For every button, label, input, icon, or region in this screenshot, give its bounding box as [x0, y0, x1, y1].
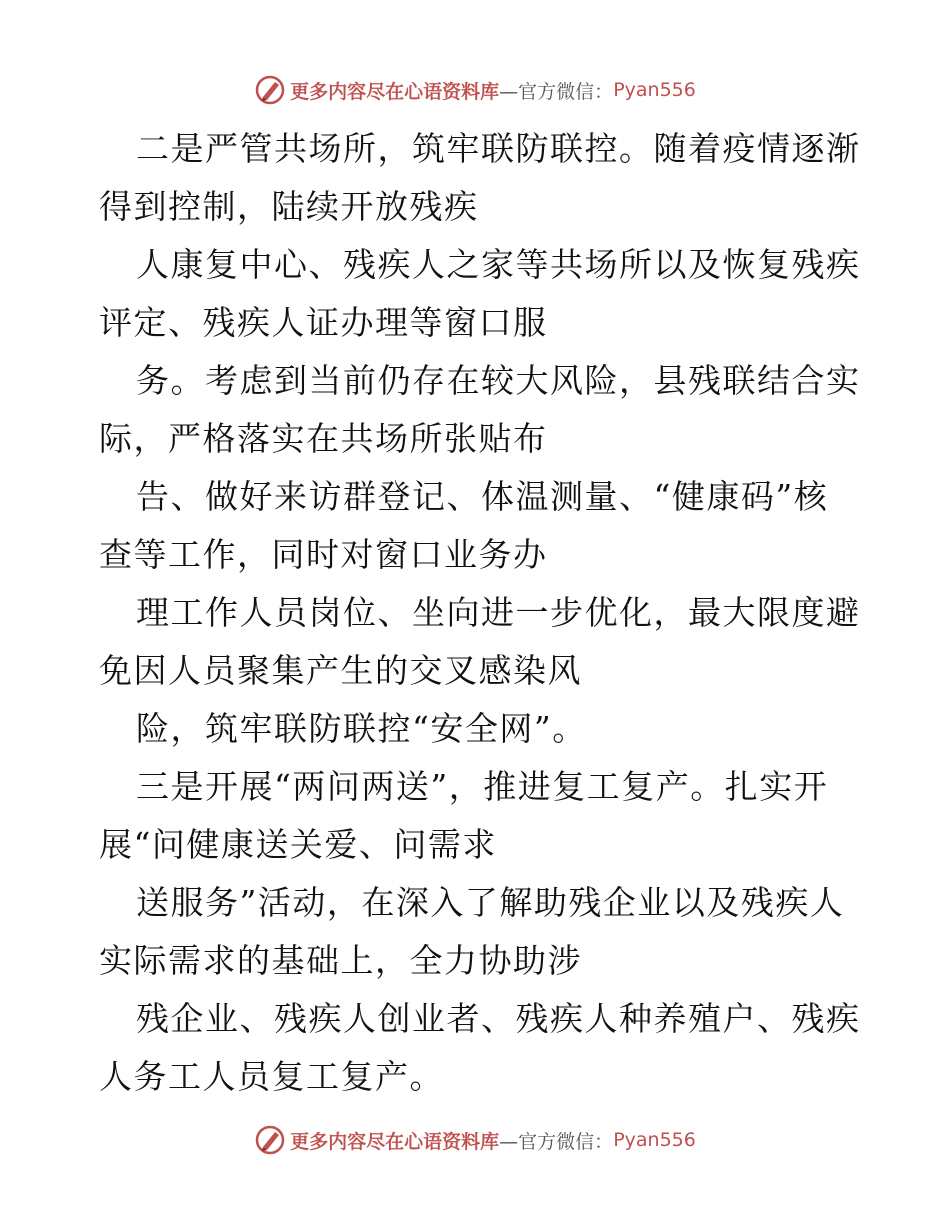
text-line: 人务工人员复工复产。 — [99, 1057, 444, 1096]
text-line: 际，严格落实在共场所张贴布 — [99, 419, 548, 458]
text-line: 残企业、残疾人创业者、残疾人种养殖户、残疾 — [136, 999, 861, 1038]
text-line: 险，筑牢联防联控“安全网”。 — [136, 709, 587, 748]
watermark-separator: —官方微信： — [499, 80, 614, 103]
pen-logo-icon — [254, 1124, 286, 1156]
text-line: 三是开展“两问两送”，推进复工复产。扎实开 — [136, 767, 829, 806]
document-body — [99, 120, 859, 1106]
pen-logo-icon — [254, 74, 286, 106]
text-line: 务。考虑到当前仍存在较大风险，县残联结合实 — [136, 361, 861, 400]
watermark-wechat-id: Pyan556 — [613, 79, 696, 101]
text-line: 免因人员聚集产生的交叉感染风 — [99, 651, 582, 690]
watermark-separator: —官方微信： — [499, 1130, 614, 1153]
text-line: 理工作人员岗位、坐向进一步优化，最大限度避 — [136, 593, 861, 632]
header-watermark — [0, 70, 950, 110]
text-line: 评定、残疾人证办理等窗口服 — [99, 303, 548, 342]
footer-watermark — [0, 1120, 950, 1160]
watermark-wechat-id: Pyan556 — [613, 1129, 696, 1151]
watermark-title: 更多内容尽在心语资料库 — [290, 80, 500, 103]
text-line: 二是严管共场所，筑牢联防联控。随着疫情逐渐 — [136, 129, 861, 168]
text-line: 送服务”活动，在深入了解助残企业以及残疾人 — [136, 883, 845, 922]
watermark-title: 更多内容尽在心语资料库 — [290, 1130, 500, 1153]
text-line: 得到控制，陆续开放残疾 — [99, 187, 479, 226]
text-line: 实际需求的基础上，全力协助涉 — [99, 941, 582, 980]
text-line: 告、做好来访群登记、体温测量、“健康码”核 — [136, 477, 829, 516]
text-line: 查等工作，同时对窗口业务办 — [99, 535, 548, 574]
text-line: 人康复中心、残疾人之家等共场所以及恢复残疾 — [136, 245, 861, 284]
text-line: 展“问健康送关爱、问需求 — [99, 825, 497, 864]
